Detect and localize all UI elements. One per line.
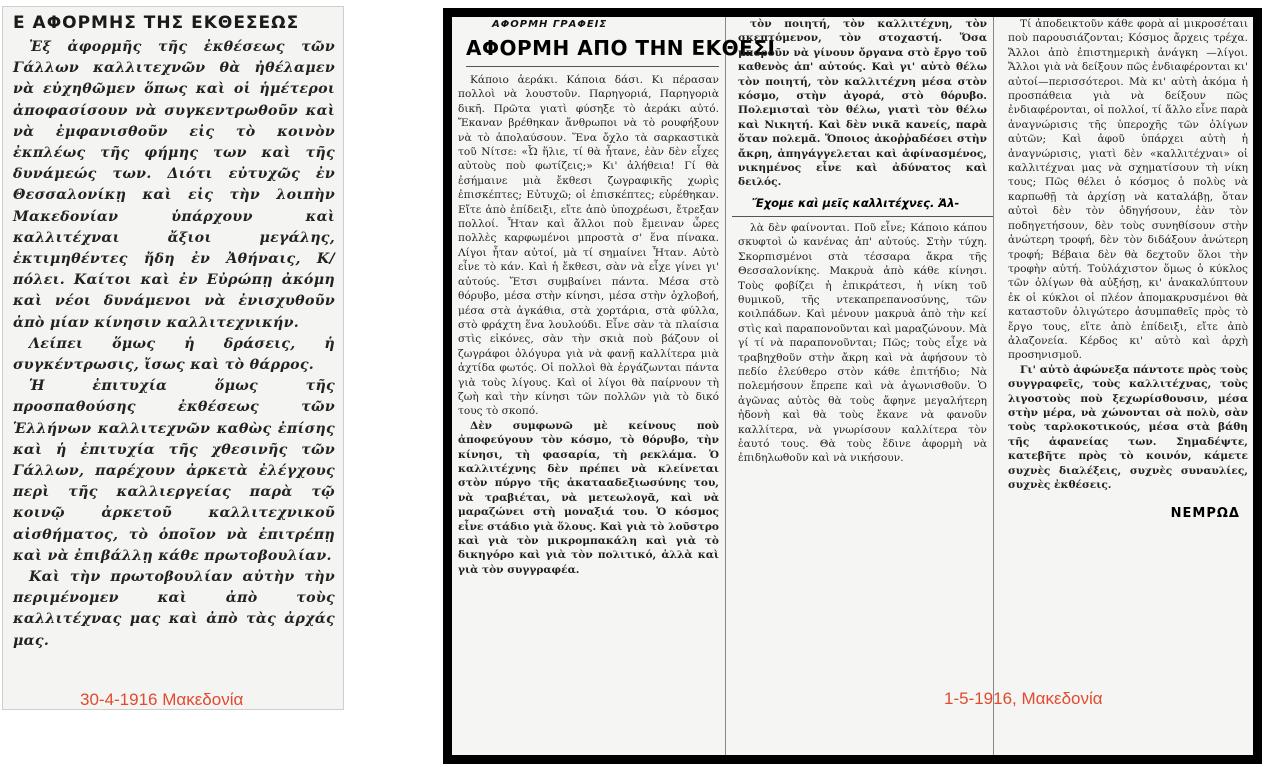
right-clipping-headline: ΑΦΟΡΜΗ ΑΠΟ ΤΗΝ ΕΚΘΕΣΙ <box>466 36 719 67</box>
left-clipping-paragraph: Ἡ ἐπιτυχία ὅμως τῆς προσπαθούσης ἐκθέσεως τῶν Ἑλλήνων καλλιτεχνῶν καθὼς ἐπίσης καὶ ἡ ἐπιτυχία τῆς χθεσινῆς τῶν Γάλλων, παρέχουν ἀρκετὰ ἐλέγχους περὶ τῆς καλλιεργείας παρὰ τῷ κοινῷ ἀρκετοῦ καλλιτεχνικοῦ αἰσθήματος, τὸ ὁποῖον νὰ ἐπιτρέπῃ καὶ νὰ ἐπιβάλλῃ κάθε πρωτοβουλίαν. <box>13 378 335 564</box>
left-clipping-paragraph: Ἐξ ἀφορμῆς τῆς ἐκθέσεως τῶν Γάλλων καλλιτεχνῶν θὰ ἠθέλαμεν νὰ εὐχηθῶμεν ὅπως καὶ οἱ ἡμέτεροι ἀποφασίσουν νὰ συγκεντρωθοῦν καὶ νὰ ἐμφανισθοῦν εἰς τὸ κοινὸν ἐκπλέως τῆς φήμης των καὶ τῆς δυνάμεώς των. Διότι εὐτυχῶς ἐν Θεσσαλονίκῃ καὶ εἰς τὴν λοιπὴν Μακεδονίαν ὑπάρχουν καὶ καλλιτέχναι ἄξιοι μεγάλης, ἐκτιμηθέντες ἤδη ἐν Ἀθήναις, Κ/πόλει. Καίτοι καὶ ἐν Εὐρώπῃ ἀκόμη καὶ νέοι δυνάμενοι νὰ ἐνισχυθοῦν ἀπὸ μίαν κίνησιν καλλιτεχνικήν. <box>13 39 335 331</box>
left-newspaper-clipping <box>2 6 344 710</box>
right-clipping-date-caption: 1-5-1916, Μακεδονία <box>944 689 1103 708</box>
left-clipping-paragraph: Λείπει ὅμως ἡ δράσεις, ἡ συγκέντρωσις, ἴσως καὶ τὸ θάρρος. <box>13 335 335 374</box>
right-clipping-subhead: Ἔχομε καὶ μεῖς καλλιτέχνες. Ἀλ- <box>752 195 960 210</box>
left-clipping-paragraph: Καὶ τὴν πρωτοβουλίαν αὐτὴν τὴν περιμένομεν καὶ ἀπὸ τοὺς καλλιτέχνας μας καὶ ἀπὸ τὰς ἀρχάς μας. <box>13 569 335 649</box>
right-clipping-column-1 <box>454 17 776 755</box>
right-clipping-paragraph: Τί ἀποδεικτοῦν κάθε φορὰ αἱ μικροσέταιι ποὺ παρουσιάζονται; Κόσμος ἄρχεις τρέχα. Ἄλλοι ἀπὸ ἐπιστημερικὴ ἀνάγκη —λίγοι. Ἄλλοι γιὰ νὰ δείξουν πῶς ἐνδιαφέρονται κι' αὐτοί—περισσότεροι. Μὰ κι' αὐτὴ ἀκόμα ἡ προσπάθεια γιὰ νὰ δείξουν πῶς ἐνδιαφέρονται, οἱ πολλοί, τί ἄλλο εἶνε παρὰ ἀναγνώρισις τῆς ὑπεροχῆς τῶν ὀλίγων αὐτῶν; Καὶ ἀφοῦ ὑπάρχει αὐτὴ ἡ ἀναγνώρισις, γιατὶ δὲν «καλλιτέχναι» οἱ καλλιτέχναι μας νὰ σχηματίσουν τὴ νίκη τους; Πῶς θέλει ὁ κόσμος ὁ πολὺς νὰ καρπωθῇ τὰ ἀρχίσῃ νὰ καταλάβῃ, ὅταν αὐτοὶ δὲν τὸν ὁδηγήσουν, ἐὰν τὸν ποδηγετήσουν, δὲν τοὺς συνηθίσουν στὴν ἀνώτερη τροφή, δὲν τὸν διδάξουν ἀνώτερη τροφή; Βέβαια δὲν θὰ δεχτοῦν ὅλοι τὴν τροφὴν αὐτή. Τοὐλάχιστον ὅμως ὁ κύκλος τῶν ὀλίγων θὰ αὐξήσῃ, κι' ἀνακαλύπτουν ἐκ οἱ κύκλοι οἱ πλέον ἀπομακρυσμένοι θὰ καταστοῦν ὀλιγώτερο ἀσυμπαθεῖς πρὸς τὸ ἔργο τους, εἴτε ἀπὸ ἐπίδειξι, εἴτε ἀπὸ ἀλαζονεία. Κέρδος κι' αὐτὸ καὶ ἀρχὴ προσηνισμοῦ. <box>1008 18 1248 362</box>
right-newspaper-clipping <box>452 17 1253 755</box>
right-clipping-paragraph: Γι' αὐτὸ ἀφώνεξα πάντοτε πρὸς τοὺς συγγραφεῖς, τοὺς καλλιτέχνας, τοὺς λιγοστοὺς ποὺ ξεχωρίσθουσιν, μέσα στὴν μέρα, νὰ χώνονται σὰ πολὺ, σὰν τοὺς ταρλοκοτικούς, μέσα στὰ βάθη τῆς ἀφανείας των. Σημαδέψτε, κατεβῆτε πρὸς τὸ κοινόν, κάμετε συχνὲς διαλέξεις, συχνὲς συναυλίες, συχνὲς ἐκθέσεις. <box>1008 363 1248 491</box>
right-clipping-paragraph: Δὲν συμφωνῶ μὲ κείνους ποὺ ἀποφεύγουν τὸν κόσμο, τὸ θόρυβο, τὴν κίνησι, τὴ φασαρία, τὴ ρεκλάμα. Ὁ καλλιτέχνης δὲν πρέπει νὰ κλείνεται στὸν πύργο τῆς ἀκατααδεξιωσύνης του, νὰ τραβιέται, νὰ μετεωλογᾶ, καὶ νὰ μαραζώνει στὴ μοναξιά του. Ὁ κόσμος εἶνε στάδιο γιὰ ὅλους. Καὶ γιὰ τὸ λοῦστρο καὶ γιὰ τὸν μικρομπακάλη καὶ γιὰ τὸ δικηγόρο καὶ γιὰ τὸν πολιτικό, ἀλλὰ καὶ γιὰ τὸν συγγραφέα. <box>458 419 719 576</box>
author-signature: ΝΕΜΡΩΔ <box>1170 506 1240 522</box>
right-clipping-frame <box>443 8 1262 764</box>
right-clipping-paragraph: Κάποιο ἀεράκι. Κάποια δάσι. Κι πέρασαν πολλοὶ νὰ λουστοῦν. Παρηγοριά, Παρηγοριὰ δικῆ. Πρῶτα γιατὶ φύσηξε τὸ ἀεράκι αὐτό. Ἔκαναν βρέθηκαν ἄνθρωποι νὰ τὸ ρουφήξουν νὰ τὸ ἀπολαύσουν. Ἕνα ὄχλο τὰ σαρκαστικὰ τοῦ Νίτσε: «Ὦ ἥλιε, τί θὰ ἦτανε, ἐὰν δὲν εἶχες αὐτοὺς ποὺ φωτίζεις;» Κι' ἀλήθεια! Γί θὰ ἐσήμαινε μιὰ ἔκθεσι ζωγραφικῆς χωρὶς ἐπισκέπτες; Εὐτυχῶ; οἱ ἐπισκέπτες; εὑρέθηκαν. Εἴτε ἀπὸ ἐπίδειξι, εἴτε ἀπὸ ὑποχρέωσι, ἔτρεξαν πολλοί. Ἦταν καὶ ἄλλοι ποὺ ἔμειναν ὧρες πολλὲς καρφωμένοι μπροστὰ σ' ἕνα πίνακα. Λίγοι ἦταν αὐτοί, μὰ τί σημαίνει Ἦταν. Αὐτὸ εἶνε τὸ κάν. Καὶ ἡ ἔκθεσι, σὰν νὰ εἶχε γίνει γι' αὐτούς. Ἔτσι συμβαίνει πάντα. Μέσα στὸ θόρυβο, μέσα στὴν κίνησι, μέσα στὴν ὀχλοβοή, μέσα στὰ ἀγκάθια, στὰ χορτάρια, στὰ φύλλα, στὸ φράχτη ἕνα λουλούδι. Εἶνε σὰν τὰ πλαίσια στὶς εἰκόνες, σὰν τὴν σκιὰ ποὺ βάζουν οἱ ζωγράφοι ὀλόγυρα γιὰ νὰ φανῇ καλλίτερα μιὰ ἀχτίδα φωτός. Οἱ πολλοὶ θὰ ἐργάζωνται πάντα γιὰ τοὺς λίγους. Καὶ οἱ λίγοι θὰ παίρνουν τὴ ζωὴ καὶ τὴν κίνησι τῶν πολλῶν γιὰ τὸ δικό τους τὸ σκοπό. <box>458 74 719 418</box>
column-divider <box>732 216 993 217</box>
right-clipping-column-3 <box>1000 17 1252 755</box>
right-clipping-kicker: ΑΦΟΡΜΗ ΓΡΑΦΕΙΣ <box>492 19 608 30</box>
left-clipping-date-caption: 30-4-1916 Μακεδονία <box>80 690 244 709</box>
right-clipping-paragraph: λὰ δὲν φαίνονται. Ποῦ εἶνε; Κάποιο κάπου σκυφτοὶ ὡ κανένας ἀπ' αὐτούς. Στὴν τύχη. Σκορπισμένοι στὰ τέσσαρα ἄκρα τῆς Θεσσαλονίκης. Μακρυὰ ἀπὸ κάθε κίνησι. Τοὺς φοβίζει ἡ ἐπικράτεσι, ἡ νίκη τοῦ θυμικοῦ, τῆς ντεκαπρεπανοσύνης, τῶν κοιλπάδων. Καὶ μένουν μακρυὰ ἀπὸ τὴν κεί στὶς καὶ παραπονοῦνται καὶ μαραζώνουν. Μὰ γί τί νὰ παραπονοῦνται; Πῶς; τοὺς εἶχε νὰ τραβηχθοῦν στὴν ἄκρη καὶ νὰ ἀφήσουν τὸ πεδίο ἐλεύθερο στὸν κάθε ἐπιτήδιο; Νὰ πολεμήσουν ἔπρεπε καὶ νὰ ἀγωνισθοῦν. Ὁ ἀγῶνας αὐτὸς θὰ τοὺς ἄφηνε μεγαλήτερη ἡδονὴ καὶ θὰ τοὺς ἔκανε νὰ φανοῦν καλλίτερα, νὰ γνωρίσουν καλλίτερα τὸν ἑαυτό τους. Θὰ τοὺς ἔδινε ἀφορμὴ νὰ ἐπιδηλωθοῦν καὶ νὰ νικήσουν. <box>738 221 987 465</box>
left-clipping-headline: Ε ΑΦΟΡΜΗΣ ΤΗΣ ΕΚΘΕΣΕΩΣ <box>13 13 300 33</box>
right-clipping-column-2 <box>732 17 994 755</box>
right-clipping-paragraph: τὸν ποιητή, τὸν καλλιτέχνη, τὸν σκεπτόμενον, τὸν στοχαστή. Ὅσα μποροῦν νὰ γίνουν ὄργανα στὸ ἔργο τοῦ καθενὸς ἀπ' αὐτούς. Καὶ γι' αὐτὸ θέλω τὸν ποιητή, τὸν καλλιτέχνη μέσα στὸν κόσμο, στὴν ἀγορά, στὸ θόρυβο. Πολεμισταὶ τὸν θέλω, γιατὶ τὸν θέλω καὶ Νικητή. Καὶ δὲν νικᾶ κανείς, παρὰ ὅταν πολεμᾶ. Ὅποιος ἀκοῤῥαδέσει στὴν ἄκρη, ἀπηγάγγελεται καὶ ἀφίνασμένος, νικημένος εἶνε καὶ ἀδύνατος καὶ δειλός. <box>738 18 987 189</box>
